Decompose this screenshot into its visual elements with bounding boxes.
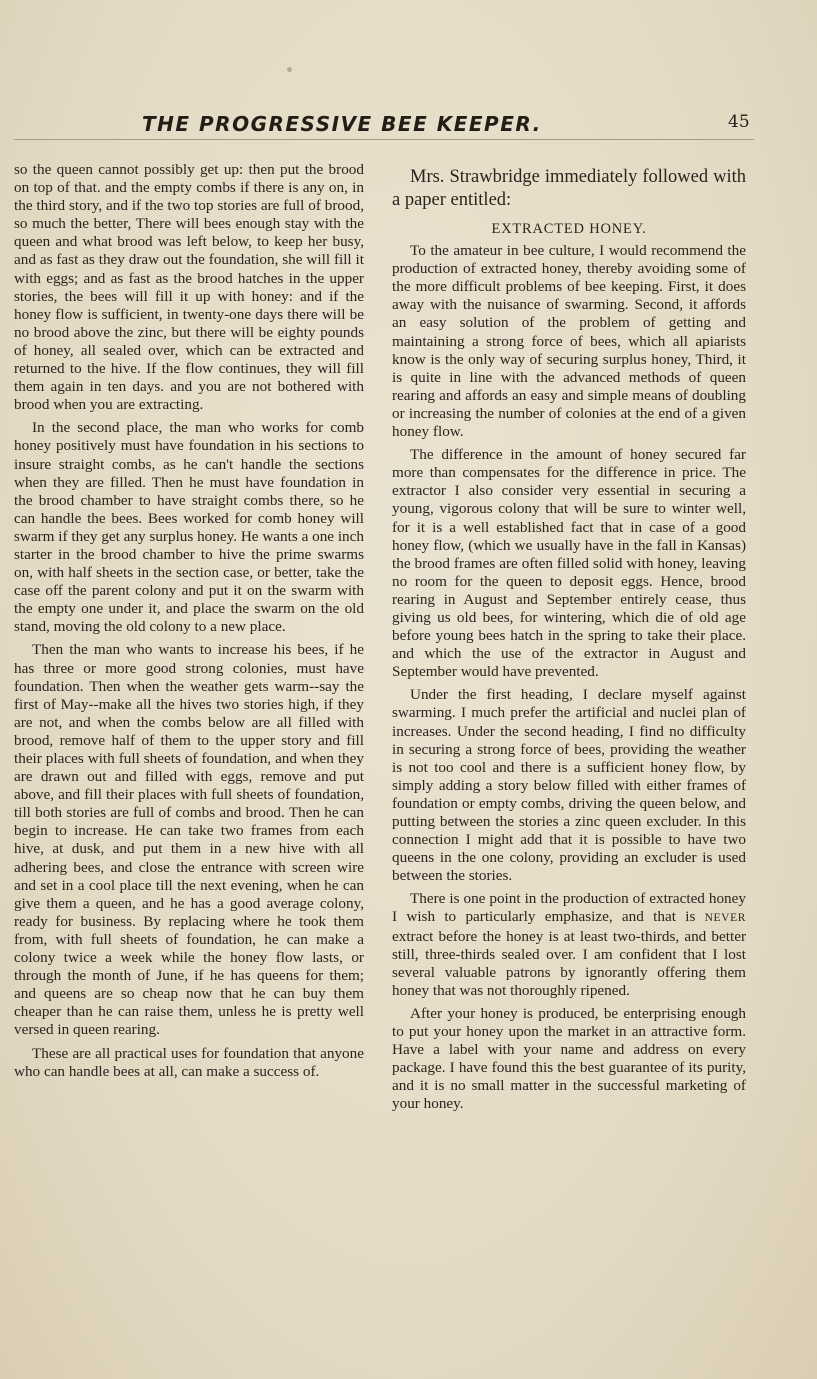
left-paragraph: Then the man who wants to increase his bees, if he has three or more good strong colonies, must have foundation. Then when the weather gets warm--say the first of May--make all the hives two stories high, if they are not, and when the combs below are all filled with brood, remove half of them to the upper story and fill their places with full sheets of foundation, and when they are drawn out and filled with eggs, remove and put above, and fill their places with full sheets of foundation, till both stories are full of combs and brood. Then he can begin to increase. He can take two frames from each hive, at dusk, and put them in a new hive with all adhering bees, and close the entrance with screen wire and set in a cool place till the next evening, when he can give them a queen, and he has a good average colony, ready for business. By replacing where he took them from, with full sheets of foundation, he can make a colony twice a week while the honey flow lasts, or through the month of June, if he has queens for them; and queens are so cheap now that he can buy them cheaper than he can raise them, unless he is pretty well versed in queen rearing. <box>14 641 364 1039</box>
article-title: EXTRACTED HONEY. <box>491 221 647 237</box>
left-paragraph: In the second place, the man who works for comb honey positively must have foundation in his sections to insure straight combs, as he can't handle the sections when they are filled. Then he must have foundation in the brood chamber to have straight combs there, so he can handle the bees. Bees worked for comb honey will swarm if they get any surplus honey. He wants a one inch starter in the brood chamber to hive the prime swarms on, with half sheets in the section case, or better, take the case off the parent colony and put it on the swarm with the empty one under it, and place the swarm on the old stand, moving the old colony to a new place. <box>14 419 364 636</box>
closing-paragraph: After your honey is produced, be enterprising enough to put your honey upon the market in an attractive form. Have a label with your name and address on every package. I have found this the best guarantee of its purity, and it is no small matter in the successful marketing of your honey. <box>392 1004 746 1113</box>
never-paragraph-start: There is one point in the production of extracted honey I wish to particularly emphasize, and that is <box>392 890 746 926</box>
print-speck <box>287 67 292 72</box>
right-paragraph: Under the first heading, I declare myself against swarming. I much prefer the artificial and nuclei plan of increases. Under the second heading, I find no difficulty in securing a strong force of bees, providing the weather is not too cool and there is a sufficient honey flow, by simply adding a story below filled with either frames of foundation or empty combs, driving the queen below, and putting between the stories a zinc queen excluder. In this connection I might add that it is possible to have two queens in the one colony, providing an excluder is used between the stories. <box>392 686 746 885</box>
left-column <box>14 161 364 1086</box>
left-paragraph: These are all practical uses for foundation that anyone who can handle bees at all, can make a success of. <box>14 1044 364 1080</box>
article-intro: Mrs. Strawbridge immediately followed with a paper entitled: <box>392 167 746 210</box>
right-paragraph: The difference in the amount of honey secured far more than compensates for the difference in price. The extractor I also consider very essential in securing a young, vigorous colony that will be sure to winter well, for it is a well established fact that in case of a good honey flow, (which we usually have in the fall in Kansas) the brood frames are often filled solid with honey, leaving no room for the queen to deposit eggs. Hence, brood rearing in August and September entirely cease, thus giving us old bees, for wintering, which die of old age before young bees hatch in the spring to take their place. and which the use of the extractor in August and September would have prevented. <box>392 446 746 681</box>
never-emphasis: NEVER <box>704 912 746 925</box>
header-rule <box>14 139 754 140</box>
right-column <box>392 166 746 1119</box>
journal-title: THE PROGRESSIVE BEE KEEPER. <box>142 112 542 136</box>
page-number: 45 <box>728 112 750 132</box>
never-paragraph-end: extract before the honey is at least two-thirds, and better still, three-thirds sealed over. I am confident that I lost several valuable patrons by ignorantly offering them honey that was not thoroughly ripened. <box>392 927 746 999</box>
right-paragraph: To the amateur in bee culture, I would recommend the production of extracted honey, thereby avoiding some of the more difficult problems of bee keeping. First, it does away with the nuisance of swarming. Second, it affords an easy solution of the problem of getting and maintaining a strong force of bees, which all apiarists know is the only way of securing surplus honey, Third, it is quite in line with the advanced methods of queen rearing and affords an easy and simple means of doubling or increasing the number of colonies at the end of a given honey flow. <box>392 242 746 441</box>
never-paragraph <box>392 890 746 1000</box>
left-paragraph: so the queen cannot possibly get up: then put the brood on top of that. and the empty combs if there is any on, in the third story, and if the two top stories are full of brood, so much the better, There will bees enough stay with the queen and what brood was left below, to keep her busy, and as fast as they draw out the foundation, she will fill it with eggs; and as fast as the brood hatches in the upper stories, the bees will fill it up with honey: and if the honey flow is sufficient, in twenty-one days there will be no brood above the zinc, but there will be eighty pounds of honey, all sealed over, which can be extracted and returned to the hive. If the flow continues, they will fill them again in ten days. and you are not bothered with brood when you are extracting. <box>14 161 364 414</box>
